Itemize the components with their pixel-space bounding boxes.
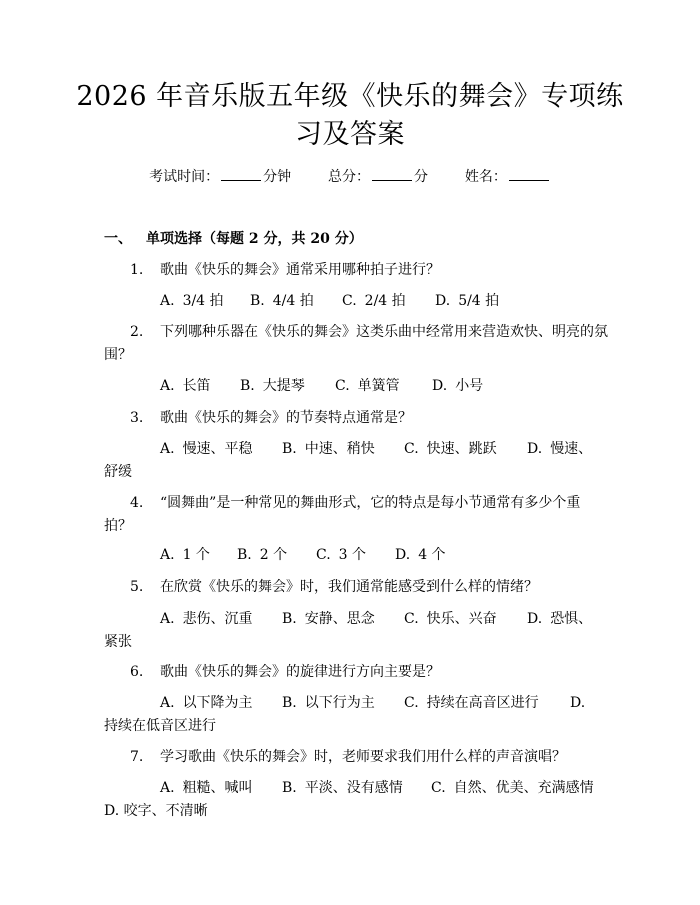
option-b[interactable]: B. 2 个: [237, 547, 288, 563]
option-b[interactable]: B. 安静、思念: [282, 611, 375, 627]
name-label: 姓名：: [464, 169, 507, 185]
section-heading: [104, 228, 363, 248]
option-b[interactable]: B. 大提琴: [240, 378, 305, 394]
question-stem: 歌曲《快乐的舞会》通常采用哪种拍子进行？: [160, 262, 440, 278]
option-a[interactable]: A. 1 个: [160, 547, 210, 563]
score-label: 总分：: [328, 169, 370, 185]
question-number: 6.: [130, 664, 144, 680]
option-c[interactable]: C. 持续在高音区进行: [404, 695, 539, 711]
question-stem: 在欣赏《快乐的舞会》时，我们通常能感受到什么样的情绪？: [160, 579, 538, 595]
question-number: 3.: [130, 410, 144, 426]
option-a[interactable]: A. 粗糙、喊叫: [160, 780, 253, 796]
question-number: 5.: [130, 579, 144, 595]
option-a[interactable]: A. 慢速、平稳: [160, 441, 253, 457]
option-a[interactable]: A. 3/4 拍: [160, 293, 224, 309]
option-d[interactable]: D. 咬字、不清晰: [104, 803, 208, 819]
option-d[interactable]: D. 小号: [432, 378, 484, 394]
option-d[interactable]: D. 恐惧、: [527, 611, 593, 627]
title-line-2: 习及答案: [295, 119, 405, 150]
title-line-1: 2026 年音乐版五年级《快乐的舞会》专项练: [76, 81, 624, 112]
option-b[interactable]: B. 4/4 拍: [250, 293, 314, 309]
time-unit: 分钟: [263, 169, 292, 185]
exam-page: 2026 年音乐版五年级《快乐的舞会》专项练 习及答案 考试时间： 分钟 总分： 分 姓名： 一、 单项选择（每题 2 分，共 20 分） 1. 歌曲《快乐的舞会》通常采用哪种拍子进行？ A. 3/4 拍 B. 4/4 拍 C. 2/4 拍 D. 5/4 拍 2. 下列哪种乐器在《快乐的舞会》这类乐曲中经常用来营造欢快、明亮的氛 围？ A. 长笛 B. 大提琴 C. 单簧管 D. 小号 3. 歌曲《快乐的舞会》的节奏特点通常是？ A. 慢速、平稳 B. 中速、稍快 C. 快速、跳跃 D. 慢速、 舒缓 4. “圆舞曲”是一种常见的舞曲形式，它的特点是每小节通常有多少个重 拍？ A. 1 个 B. 2 个 C. 3 个 D. 4 个 5. 在欣赏《快乐的舞会》时，我们通常能感受到什么样的情绪？ A. 悲伤、沉重 B. 安静、思念 C. 快乐、兴奋 D. 恐惧、 紧张 6. 歌曲《快乐的舞会》的旋律进行方向主要是？ A. 以下降为主 B. 以下行为主 C. 持续在高音区进行 D. 持续在低音区进行 7. 学习歌曲《快乐的舞会》时，老师要求我们用什么样的声音演唱？ A. 粗糙、喊叫 B. 平淡、没有感情 C. 自然、优美、充满感情 D. 咬字、不清晰: [0, 0, 700, 905]
option-d[interactable]: D. 4 个: [395, 547, 446, 563]
time-label: 考试时间：: [149, 169, 220, 185]
option-c[interactable]: C. 3 个: [316, 547, 367, 563]
question-stem: 歌曲《快乐的舞会》的节奏特点通常是？: [160, 410, 412, 426]
question-number: 7.: [130, 749, 144, 765]
page-title: [60, 78, 640, 154]
option-b[interactable]: B. 以下行为主: [282, 695, 375, 711]
option-a[interactable]: A. 以下降为主: [160, 695, 253, 711]
option-a[interactable]: A. 长笛: [160, 378, 211, 394]
question-stem: 学习歌曲《快乐的舞会》时，老师要求我们用什么样的声音演唱？: [160, 749, 566, 765]
option-b[interactable]: B. 平淡、没有感情: [282, 780, 403, 796]
question-stem: 下列哪种乐器在《快乐的舞会》这类乐曲中经常用来营造欢快、明亮的氛: [160, 324, 608, 340]
option-d[interactable]: D. 慢速、: [527, 441, 593, 457]
option-c[interactable]: C. 自然、优美、充满感情: [431, 780, 594, 796]
name-blank: [509, 168, 549, 181]
question-number: 1.: [130, 262, 144, 278]
time-blank: [221, 168, 261, 181]
option-c[interactable]: C. 单簧管: [335, 378, 400, 394]
option-b[interactable]: B. 中速、稍快: [282, 441, 375, 457]
exam-meta: [0, 166, 700, 186]
option-d[interactable]: D.: [570, 695, 586, 711]
question-number: 4.: [130, 495, 144, 511]
option-c[interactable]: C. 快乐、兴奋: [404, 611, 497, 627]
option-c[interactable]: C. 2/4 拍: [342, 293, 406, 309]
question-stem: “圆舞曲”是一种常见的舞曲形式，它的特点是每小节通常有多少个重: [160, 495, 581, 511]
score-blank: [372, 168, 412, 181]
option-d[interactable]: D. 5/4 拍: [435, 293, 500, 309]
score-unit: 分: [414, 169, 428, 185]
option-c[interactable]: C. 快速、跳跃: [404, 441, 497, 457]
question-stem: 歌曲《快乐的舞会》的旋律进行方向主要是？: [160, 664, 440, 680]
option-a[interactable]: A. 悲伤、沉重: [160, 611, 253, 627]
section-title: 单项选择（每题 2 分，共 20 分）: [146, 231, 363, 247]
section-number: 一、: [104, 231, 132, 247]
question-number: 2.: [130, 324, 144, 340]
